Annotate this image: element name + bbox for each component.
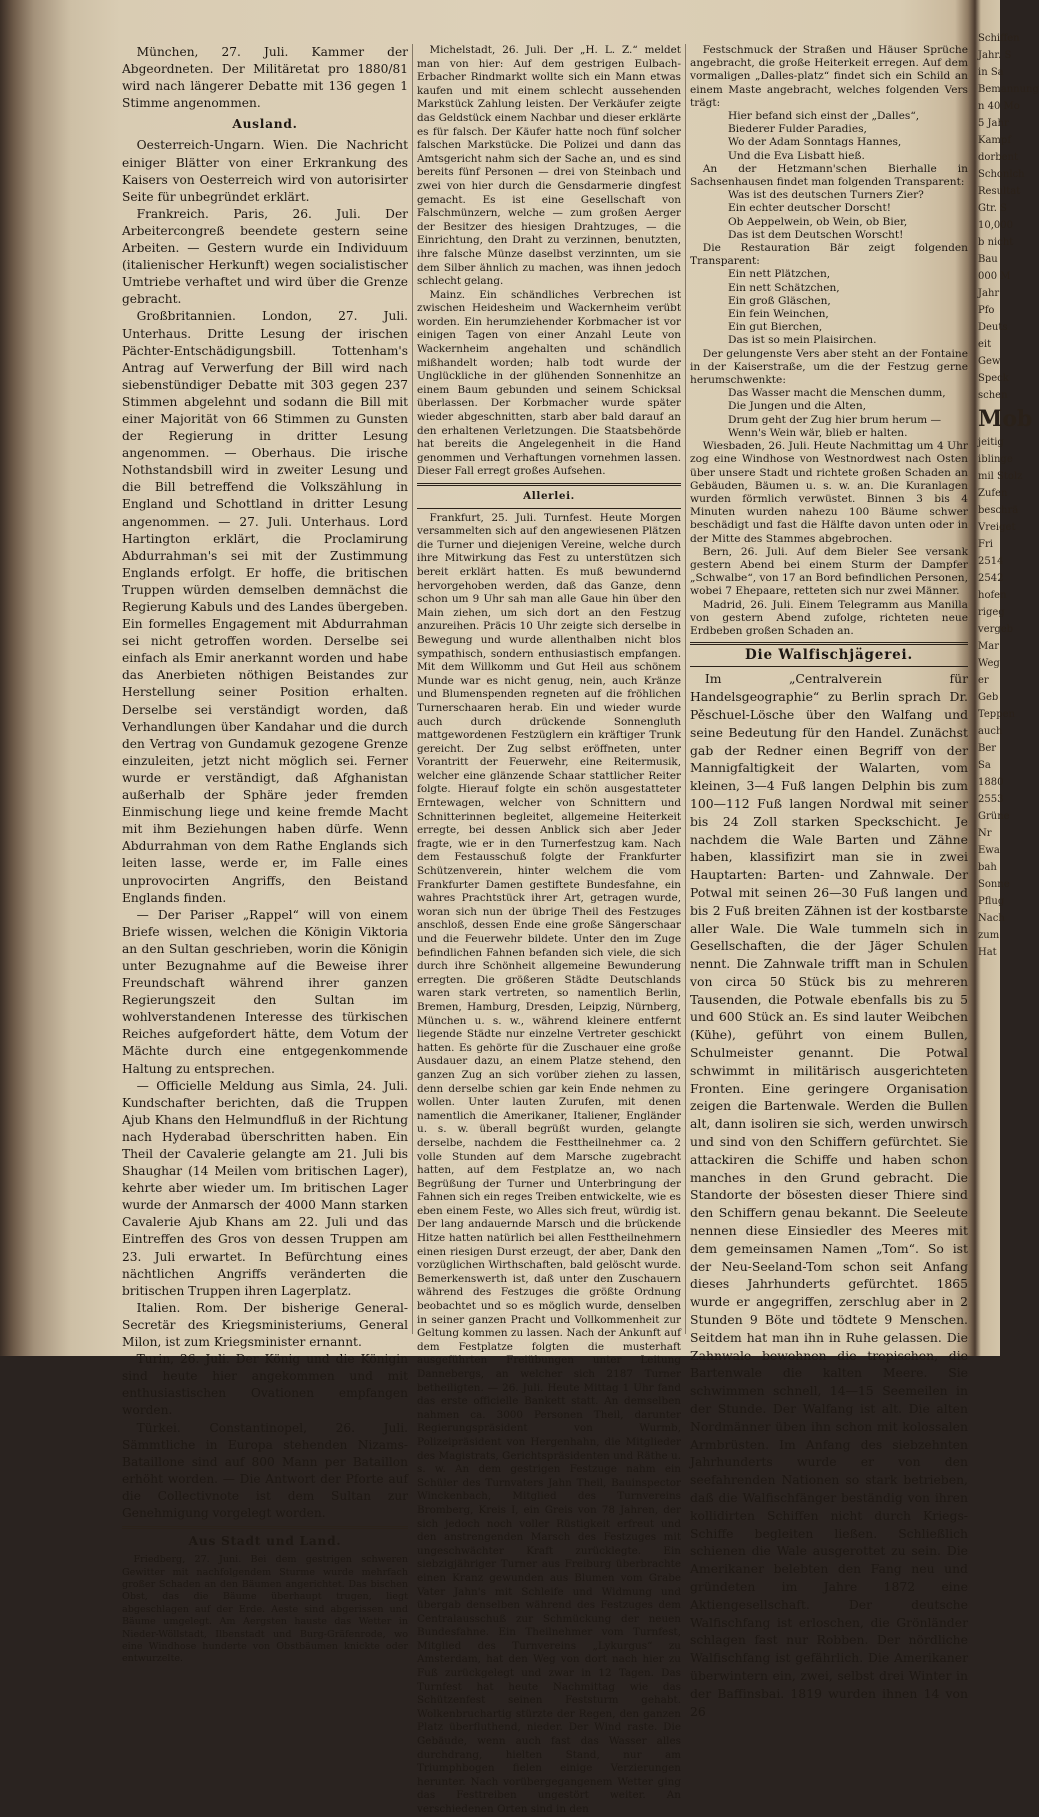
- adjacent-page-line: Resultat: [978, 186, 1021, 197]
- verse-line: Biederer Fulder Paradies,: [728, 123, 867, 136]
- adjacent-page-line: eit: [978, 339, 992, 350]
- adjacent-page-line: dorbent: [978, 152, 1018, 163]
- adjacent-page-line: Jahr: [978, 288, 1000, 299]
- verse-line: Ein nett Plätzchen,: [728, 268, 831, 281]
- heading-walfischjaegerei: Die Walfischjägerei.: [745, 647, 913, 664]
- column-2: [417, 44, 681, 1815]
- adjacent-page-fragment: [978, 30, 1039, 1330]
- adjacent-page-line: Sa: [978, 760, 991, 771]
- adjacent-page-line: Weg: [978, 658, 1000, 669]
- verse-bierhalle: [690, 189, 968, 242]
- adjacent-page-line: Bau: [978, 254, 998, 265]
- verse-line: Das Wasser macht die Menschen dumm,: [728, 387, 946, 400]
- adjacent-page-line: 000 M: [978, 271, 1011, 282]
- adjacent-page-line: beschrä: [978, 505, 1019, 516]
- article-turin: Turin, 26. Juli. Der König und die Königin sind heute hier angekommen und mit enthusiastischen Ovationen empfangen worden.: [122, 1352, 408, 1418]
- article-frankfurt-turnfest: Frankfurt, 25. Juli. Turnfest. Heute Morgen versammelten sich auf den angewiesenen Plätzen die Turner und diejenigen Vereine, welche durch ihre Mitwirkung das Fest zu unterstützen sich bereit erklärt hatten. Es muß bewundernd hervorgehoben werden, daß das Ganze, denn schon um 9 Uhr sah man alle Gaue hin über den Main ziehen, um sich dort an den Festzug anzureihen. Präcis 10 Uhr zeigte sich derselbe in Bewegung und wurde allenthalben nicht blos sympathisch, sondern enthusiastisch empfangen. Mit dem Willkomm und Gut Heil aus schönem Munde war es nicht genug, nein, auch Kränze und Blumenspenden regneten auf die fröhlichen Turnerschaaren herab. Ein und wieder wurde auch durch drückende Sonnengluth mattgewordenen Festzüglern ein kräftiger Trunk gereicht. Der Zug selbst eröffneten, unter Vorantritt der Feuerwehr, eine Reitermusik, welcher eine glänzende Schaar stattlicher Reiter folgte. Hierauf folgte ein schön ausgestatteter Erntewagen, welcher von Schnittern und Schnitterinnen begleitet, allgemeine Heiterkeit erregte, bei dessen Anblick sich aber Jeder fragte, wie er in den Turnerfestzug kam. Nach dem Festausschuß folgte der Frankfurter Schützenverein, hinter welchem die vom Frankfurter Damen gestiftete Bundesfahne, ein wahres Prachtstück ihrer Art, getragen wurde, woran sich nun der übrige Theil des Festzuges anschloß, dessen Ende eine große Sängerschaar und die Feuerwehr bildete. Unter den im Zuge befindlichen Fahnen befanden sich viele, die sich durch ihre Schönheit allgemeine Bewunderung erregten. Die größeren Städte Deutschlands waren stark vertreten, so namentlich Berlin, Bremen, Hamburg, Dresden, Leipzig, Nürnberg, München u. s. w., während kleinere entfernt liegende Städte nur einzelne Vertreter geschickt hatten. Es gehörte für die Zuschauer eine große Ausdauer dazu, an einem Platze stehend, den ganzen Zug an sich vorüber ziehen zu lassen, denn derselbe schien gar kein Ende nehmen zu wollen. Unter lauten Zurufen, mit denen namentlich die Amerikaner, Italiener, Engländer u. s. w. überall begrüßt wurden, gelangte derselbe, nachdem die Festtheilnehmer ca. 2 volle Stunden auf dem Marsche zugebracht hatten, auf dem Festplatze an, wo nach Begrüßung der Turner und Unterbringung der Fahnen sich ein reges Treiben entwickelte, wie es eben einem Feste, wo Alles sich freut, würdig ist. Der lang andauernde Marsch und die brückende Hitze hatten natürlich bei allen Festtheilnehmern einen riesigen Durst erzeugt, der aber, Dank den vorzüglichen Wirthschaften, bald gelöscht wurde. Bemerkenswerth ist, daß unter den Zuschauern während des Festzuges die größte Ordnung beobachtet und so es möglich wurde, denselben in seiner ganzen Pracht und Vollkommenheit zur Geltung kommen zu lassen. Nach der Ankunft auf dem Festplatze folgten die musterhaft ausgeführten Freiübungen unter Leitung Dannebergs, an welcher sich 2187 Turner betheiligten. — 26. Juli. Heute Mittag 1 Uhr fand das erste officielle Bankett statt. An demselben nahmen ca. 3000 Personen Theil, darunter Regierungspräsident von Wurmb, Polizeipräsident von Hergenhahn, die Mitglieder des Magistrats, Gerichtspräsidenten und Räthe u. s. w. An dem gestrigen Festzuge nahm ein Schüler des Turnvaters Jahn Theil, Bauinspector Winckenbach, Mitglied des Turnvereins Bromberg, Kreis I, ein Greis von 78 Jahren, der sich jedoch noch voller Rüstigkeit erfreut und den anstrengenden Marsch des Festzuges mit ungeschwächter Kraft zurücklegte. Ein siebzigjähriger Turner aus Freiburg überbrachte einen Kranz gewunden aus Blumen vom Grabe Vater Jahn's mit Schleife und Widmung und übergab denselben während des Festzuges dem Centralausschuß zur Schmückung der neuen Bundesfahne. Ein Theilnehmer vom Turnfest, Mitglied des Turnvereins „Lykurgus“ zu Amsterdam, hat den Weg von dort nach hier zu Fuß zurückgelegt und zwar in 12 Tagen. Das Turnfest hat heute Nachmittag wie das Schützenfest seinen Feststurm gehabt. Wolkenbruchartig stürzte der Regen, den ganzen Platz überfluthend, nieder. Der Wind raste. Die Gebäude, wenn auch fast das Wasser alles durchdrang, hielten Stand, nur am Triumphbogen fielen einige Verzierungen herunter. Nach vorübergegangenem Wetter ging das Festtreiben ungestört weiter. An verschiedenen Orten sind in den: [417, 511, 681, 1815]
- article-rappel: — Der Pariser „Rappel“ will von einem Briefe wissen, welchen die Königin Viktoria an den Sultan geschrieben, worin die Königin unter Bezugnahme auf die Beweise ihrer Freundschaft während ihrer ganzen Regierungszeit den Sultan im wohlverstandenen Interesse des türkischen Reiches aufgefordert hätte, dem Votum der Mächte durch eine entgegenkommende Haltung zu entsprechen.: [122, 907, 408, 1076]
- article-bierhalle: An der Hetzmann'schen Bierhalle in Sachsenhausen findet man folgenden Transparent:: [690, 162, 968, 189]
- article-friedberg: Friedberg, 27. Juni. Bei dem gestrigen schweren Gewitter mit nachfolgendem Sturme wurde mehrfach großer Schaden an den Bäumen angerichtet. Das bischen Obst, das die Bäume überhaupt trugen, liegt abgeschlagen auf der Erde. Aeste sind abgerissen und Bäume umgelegt. Am Aergsten hauste das Wetter in Nieder-Wöllstadt, Ilbenstadt und Burg-Gräfenrode, wo eine Windhose hunderte von Obstbäumen knickte oder entwurzelte.: [122, 1554, 408, 1665]
- verse-line: Ein gut Bierchen,: [728, 321, 823, 334]
- verse-line: Ein groß Gläschen,: [728, 294, 831, 307]
- adjacent-page-line: Schonlch: [978, 169, 1025, 180]
- adjacent-page-line: iblinge: [978, 454, 1013, 465]
- adjacent-page-line: 2542: [978, 573, 1004, 584]
- article-italien: Italien. Rom. Der bisherige General-Secretär des Kriegsministeriums, General Milon, ist zum Kriegsminister ernannt.: [122, 1300, 408, 1350]
- article-festschmuck: Festschmuck der Straßen und Häuser Sprüche angebracht, die große Heiterkeit erregen. Auf dem vormaligen „Dalles-platz“ findet sich ein Schild an einem Maste angebracht, welches folgenden Vers trägt:: [690, 44, 968, 109]
- column-rule: [685, 44, 686, 1334]
- adjacent-page-line: Pfo: [978, 305, 995, 316]
- adjacent-page-line: 5 Jahr: [978, 118, 1009, 129]
- adjacent-page-line: Grüne: [978, 811, 1010, 822]
- heading-allerlei: Allerlei.: [523, 490, 575, 502]
- adjacent-page-text: [978, 30, 1039, 961]
- article-simla: — Officielle Meldung aus Simla, 24. Juli. Kundschafter berichten, daß die Truppen Ajub Khans den Helmundfluß in der Richtung nach Hyderabad überschritten haben. Ein Theil der Cavalerie gelangte am 21. Juli bis Shaughar (14 Meilen vom britischen Lager), kehrte aber wieder um. Im britischen Lager wurde der Anmarsch der 4000 Mann starken Cavalerie Ajub Khans am 22. Juli und das Eintreffen des Gros von dessen Truppen am 23. Juli erwartet. In Befürchtung eines nächtlichen Angriffs veränderten die britischen Truppen ihren Lagerplatz.: [122, 1078, 408, 1298]
- column-1: [122, 44, 408, 1665]
- verse-baer: [690, 268, 968, 347]
- verse-line: Ob Aeppelwein, ob Wein, ob Bier,: [728, 215, 908, 228]
- article-frankreich: Frankreich. Paris, 26. Juli. Der Arbeitercongreß beendete gestern seine Arbeiten. — Gestern wurde ein Individuum (italienischer Herkunft) wegen socialistischer Umtriebe verhaftet und wird über die Grenze gebracht.: [122, 206, 408, 307]
- adjacent-page-line: Fri: [978, 539, 993, 550]
- adjacent-page-line: zum: [978, 930, 1000, 941]
- adjacent-page-line: er: [978, 675, 989, 686]
- adjacent-page-line: Ewa: [978, 845, 1000, 856]
- adjacent-page-line: Nr: [978, 828, 992, 839]
- verse-line: Drum geht der Zug hier brum herum —: [728, 413, 942, 426]
- adjacent-page-line: Speck: [978, 373, 1009, 384]
- heading-underline: [690, 666, 968, 667]
- verse-line: Die Jungen und die Alten,: [728, 400, 867, 413]
- verse-line: Das ist so mein Plaisirchen.: [728, 334, 877, 347]
- newspaper-page: [122, 44, 968, 1815]
- column-rule: [412, 44, 413, 1334]
- adjacent-page-line: rigeg: [978, 607, 1005, 618]
- article-oesterreich: Oesterreich-Ungarn. Wien. Die Nachricht einiger Blätter von einer Erkrankung des Kaisers von Oesterreich wird von autorisirter Seite für unbegründet erklärt.: [122, 138, 408, 204]
- adjacent-page-line: Deuts: [978, 322, 1008, 333]
- adjacent-page-line: Zufen: [978, 488, 1008, 499]
- article-walfischjaegerei: Im „Centralverein für Handelsgeographie“ zu Berlin sprach Dr. Pěschuel-Lösche über den Walfang und seine Bedeutung für den Handel. Zunächst gab der Redner einen Begriff von der Mannigfaltigkeit der Walarten, vom kleinen, 3—4 Fuß langen Delphin bis zum 100—112 Fuß langen Nordwal mit seiner bis 24 Zoll starken Speckschicht. Je nachdem die Wale Barten und Zähne haben, klassifizirt man sie in zwei Hauptarten: Barten- und Zahnwale. Der Potwal mit seinen 26—30 Fuß langen und bis 2 Fuß breiten Zähnen ist der kostbarste aller Wale. Die Wale tummeln sich in Gesellschaften, die der Jäger Schulen nennt. Die Zahnwale trifft man in Schulen von circa 50 Stück bis zu mehreren Tausenden, die Potwale ebenfalls bis zu 5 und 600 Stück an. Es sind lauter Weibchen (Kühe), geführt von einem Bullen, Schulmeister genannt. Die Potwal schwimmt in militärisch ausgerichteten Fronten. Eine geringere Organisation zeigen die Bartenwale. Werden die Bullen alt, dann isoliren sie sich, werden unwirsch und sind von den Schiffern gefürchtet. Sie attackiren die Schiffe und haben schon manches in den Grund gebracht. Die Standorte der bösesten dieser Thiere sind den Schiffern genau bekannt. Die Seeleute nennen diese Einsiedler des Meeres mit dem gemeinsamen Namen „Tom“. So ist der Neu-Seeland-Tom schon seit Anfang dieses Jahrhunderts gefürchtet. 1865 wurde er angegriffen, zerschlug aber in 2 Stunden 9 Böte und tödtete 9 Menschen. Seitdem hat man ihn in Ruhe gelassen. Die Zahnwale bewohnen die tropischen, die Bartenwale die kalten Meere. Sie schwimmen schnell, 14—15 Seemeilen in der Stunde. Der Walfang ist alt. Die alten Nordmänner üben ihn schon mit kolossalen Armbrüsten. Im Anfang des siebzehnten Jahrhunderts wurde er von den seefahrenden Nationen so stark betrieben, daß die Walfischfänger beständig von ihren kollidirten Schiffen nicht durch Kriegs-Schiffe begleiten ließen. Schließlich schienen die Wale ausgerottet zu sein. Die Amerikaner belebten den Fang neu und gründeten im Jahre 1872 eine Aktiengesellschaft. Der deutsche Walfischfang ist erloschen, die Grönländer schlagen fast nur Robben. Der nördliche Walfischfang ist gefährlich. Die Amerikaner überwintern ein, zwei, selbst drei Winter in der Baffinsbai. 1819 wurden ihnen 14 von 26: [690, 671, 968, 1719]
- article-fontaine: Der gelungenste Vers aber steht an der Fontaine in der Kaiserstraße, um die der Festzug gerne herumschwenkte:: [690, 347, 968, 387]
- section-divider: [690, 642, 968, 645]
- adjacent-page-line: b nicht: [978, 237, 1014, 248]
- adjacent-page-line: in Sa: [978, 67, 1004, 78]
- verse-line: Ein fein Weinchen,: [728, 308, 829, 321]
- adjacent-page-line: Ber: [978, 743, 997, 754]
- adjacent-page-line: schen: [978, 390, 1008, 401]
- adjacent-page-line: Vreiget: [978, 522, 1016, 533]
- adjacent-page-line: 2514: [978, 556, 1004, 567]
- adjacent-page-line: Bemannung: [978, 84, 1039, 95]
- adjacent-page-line: 2553: [978, 794, 1004, 805]
- adjacent-page-line: mil Stolz: [978, 471, 1023, 482]
- verse-fontaine: [690, 387, 968, 440]
- verse-line: Was ist des deutschen Turners Zier?: [728, 189, 924, 202]
- article-madrid: Madrid, 26. Juli. Einem Telegramm aus Manilla von gestern Abend zufolge, richteten neue Erdbeben großen Schaden an.: [690, 598, 968, 637]
- article-muenchen: München, 27. Juli. Kammer der Abgeordneten. Der Militäretat pro 1880/81 wird nach längerer Debatte mit 136 gegen 1 Stimme angenommen.: [122, 45, 408, 111]
- adjacent-page-line: Pflug: [978, 896, 1005, 907]
- verse-line: Hier befand sich einst der „Dalles“,: [728, 110, 920, 123]
- adjacent-page-line: Mar: [978, 641, 999, 652]
- verse-dalles: [690, 110, 968, 163]
- adjacent-page-line: Mob: [978, 406, 1033, 432]
- article-grossbritannien: Großbritannien. London, 27. Juli. Unterhaus. Dritte Lesung der irischen Pächter-Entschädigungsbill. Tottenham's Antrag auf Verwerfung der Bill wird nach siebenstündiger Debatte mit 303 gegen 237 Stimmen abgelehnt und sodann die Bill mit einer Majorität von 66 Stimmen zu Gunsten der Regierung in dritter Lesung angenommen. — Oberhaus. Die irische Nothstandsbill wird in zweiter Lesung und die Bill betreffend die Volkszählung in England und Schottland in dritter Lesung angenommen. — 27. Juli. Unterhaus. Lord Hartington erklärt, die Proclamirung Abdurrahman's sei mit der Zustimmung Englands erfolgt. Er hoffe, die britischen Truppen würden demselben demnächst die Regierung Kabuls und des Landes übergeben. Ein formelles Engagement mit Abdurrahman sei nicht getroffen worden. Derselbe sei einfach als Emir anerkannt worden und habe das Anerbieten nöthigen Beistandes zur Herstellung seiner Position erhalten. Derselbe sei verständigt worden, daß Verhandlungen über Kandahar und die durch den Vertrag von Gundamuk gezogene Grenze einzuleiten, jetzt nicht möglich sei. Ferner wurde er verständigt, daß Afghanistan außerhalb der Sphäre jeder fremden Einmischung liege und keine fremde Macht mit ihm Beziehungen haben dürfe. Wenn Abdurrahman von dem Rathe Englands sich leiten lasse, werde er, im Falle eines unprovocirten Angriffs, den Beistand Englands finden.: [122, 309, 408, 905]
- column-3: [690, 44, 968, 1719]
- adjacent-page-line: hofen: [978, 590, 1007, 601]
- adjacent-page-line: n 40 Mo: [978, 101, 1020, 112]
- adjacent-page-line: auch: [978, 726, 1003, 737]
- adjacent-page-line: Sonne: [978, 879, 1010, 890]
- adjacent-page-line: Schiffen: [978, 33, 1020, 44]
- adjacent-page-line: Geb: [978, 692, 999, 703]
- heading-ausland: Ausland.: [232, 117, 298, 132]
- article-tuerkei: Türkei. Constantinopel, 26. Juli. Sämmtliche in Europa stehenden Nizams-Bataillone sind auf 800 Mann per Bataillon erhöht worden. — Die Antwort der Pforte auf die Collectivnote ist dem Sultan zur Genehmigung vorgelegt worden.: [122, 1420, 408, 1520]
- article-restauration-baer: Die Restauration Bär zeigt folgenden Transparent:: [690, 242, 968, 268]
- adjacent-page-line: bah: [978, 862, 997, 873]
- verse-line: Wenn's Wein wär, blieb er halten.: [728, 426, 908, 439]
- article-bern: Bern, 26. Juli. Auf dem Bieler See versank gestern Abend bei einem Sturm der Dampfer „Schwalbe“, von 17 an Bord befindlichen Personen, wobei 7 Ehepaare, retteten sich nur zwei Männer.: [690, 545, 968, 598]
- adjacent-page-line: Jahr. S: [978, 50, 1012, 61]
- verse-line: Das ist dem Deutschen Worscht!: [728, 228, 904, 241]
- verse-line: Ein nett Schätzchen,: [728, 281, 840, 294]
- heading-stadt-und-land: Aus Stadt und Land.: [188, 1534, 342, 1549]
- article-michelstadt: Michelstadt, 26. Juli. Der „H. L. Z.“ meldet man von hier: Auf dem gestrigen Eulbach-Erbacher Rindmarkt wollte sich ein Mann etwas kaufen und mit einem schlecht aussehenden Markstück Zahlung leisten. Der Verkäufer zeigte das Geldstück einem Nachbar und dieser erklärte es für falsch. Der Käufer hatte noch fünf solcher falschen Markstücke. Die Polizei und dann das Amtsgericht nahm sich der Sache an, und es sind bereits fünf Personen — drei von Steinbach und zwei von hier durch die Gensdarmerie dingfest gemacht. Es ist eine Gesellschaft von Falschmünzern, welche — zum großen Aerger der Besitzer des hiesigen Drahtzuges, — die Einrichtung, den Draht zu verzinnen, benutzten, ihre falsche Münze daselbst verzinnten, um sie dem Silber ähnlich zu machen, was ihnen jedoch schlecht gelang.: [417, 44, 681, 288]
- verse-line: Wo der Adam Sonntags Hannes,: [728, 136, 902, 149]
- adjacent-page-line: Gtr. S: [978, 203, 1007, 214]
- adjacent-page-line: vergeb: [978, 624, 1014, 635]
- adjacent-page-line: 10,000: [978, 220, 1013, 231]
- adjacent-page-line: Teppen: [978, 709, 1015, 720]
- verse-line: Ein echter deutscher Dorscht!: [728, 202, 891, 215]
- verse-line: Und die Eva Lisbatt hieß.: [728, 149, 865, 162]
- adjacent-page-line: jeitig: [978, 437, 1004, 448]
- adjacent-page-line: Nach: [978, 913, 1005, 924]
- section-divider: [122, 1526, 408, 1529]
- section-divider: [417, 483, 681, 486]
- adjacent-page-line: Kampf: [978, 135, 1012, 146]
- article-wiesbaden: Wiesbaden, 26. Juli. Heute Nachmittag um 4 Uhr zog eine Windhose von Westnordwest nach Osten über unsere Stadt und richtete großen Schaden an Gebäuden, Bäumen u. s. w. an. Die Kuranlagen wurden förmlich verwüstet. Binnen 3 bis 4 Minuten wurden nahezu 100 Bäume schwer beschädigt und fast die Hälfte davon unten oder in der Mitte des Stammes abgebrochen.: [690, 440, 968, 545]
- adjacent-page-line: 1880: [978, 777, 1004, 788]
- adjacent-page-line: Hat: [978, 947, 997, 958]
- adjacent-page-line: Gew: [978, 356, 1001, 367]
- article-mainz: Mainz. Ein schändliches Verbrechen ist zwischen Heidesheim und Wackernheim verübt worden. Ein herumziehender Korbmacher ist vor einigen Tagen von einer Anzahl Leute von Wackernheim angehalten und schändlich mißhandelt worden; halb todt wurde der Unglückliche in der glühenden Sonnenhitze an einem Baum gebunden und seinem Schicksal überlassen. Der Korbmacher wurde später wieder abgeschnitten, starb aber bald darauf an den erhaltenen Verletzungen. Die Staatsbehörde hat bereits die Angelegenheit in die Hand genommen und Verhaftungen vornehmen lassen. Dieser Fall erregt großes Aufsehen.: [417, 288, 681, 478]
- heading-underline: [417, 508, 681, 509]
- walfisch-article-body: [690, 670, 968, 1720]
